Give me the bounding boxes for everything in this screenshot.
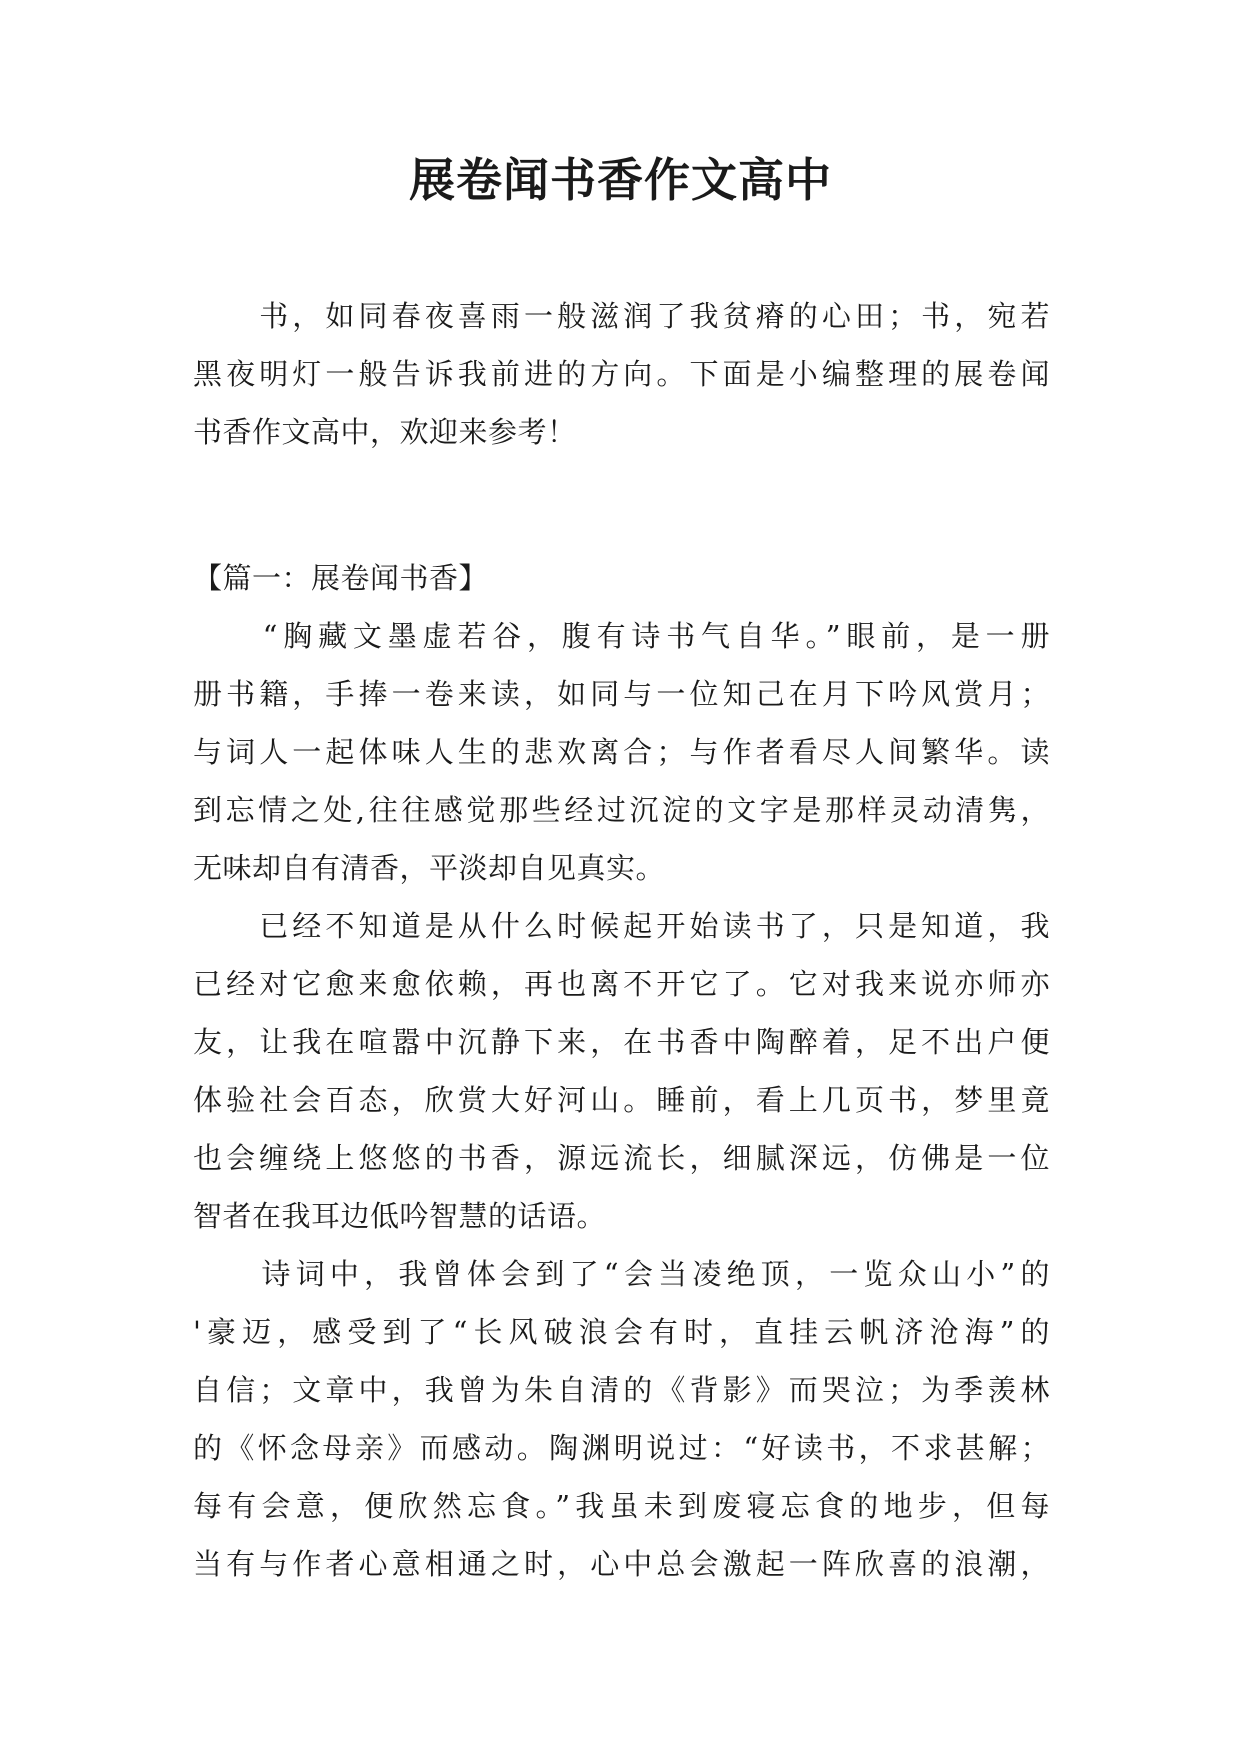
paragraph-line: “胸藏文墨虚若谷，腹有诗书气自华。”眼前，是一册 — [193, 619, 1050, 653]
paragraph-line: 已经不知道是从什么时候起开始读书了，只是知道，我 — [193, 909, 1050, 943]
paragraph-line: 无味却自有清香，平淡却自见真实。 — [193, 851, 666, 885]
paragraph-line: 诗词中，我曾体会到了“会当凌绝顶，一览众山小”的 — [193, 1257, 1050, 1291]
paragraph-3 — [193, 1245, 1050, 1593]
paragraph-line: 当有与作者心意相通之时，心中总会激起一阵欣喜的浪潮， — [193, 1547, 1050, 1581]
section-spacer — [193, 461, 1050, 549]
document-title: 展卷闻书香作文高中 — [409, 153, 832, 207]
paragraph-line: 自信；文章中，我曾为朱自清的《背影》而哭泣；为季羡林 — [193, 1373, 1050, 1407]
section-heading: 【篇一：展卷闻书香】 — [193, 561, 489, 595]
paragraph-line: 也会缠绕上悠悠的书香，源远流长，细腻深远，仿佛是一位 — [193, 1141, 1050, 1175]
paragraph-line: 智者在我耳边低吟智慧的话语。 — [193, 1199, 607, 1233]
document-body — [193, 287, 1050, 1593]
paragraph-line: '豪迈，感受到了“长风破浪会有时，直挂云帆济沧海”的 — [193, 1315, 1050, 1349]
paragraph-line: 已经对它愈来愈依赖，再也离不开它了。它对我来说亦师亦 — [193, 967, 1050, 1001]
intro-line: 书香作文高中，欢迎来参考！ — [193, 415, 577, 449]
paragraph-1 — [193, 607, 1050, 897]
paragraph-line: 的《怀念母亲》而感动。陶渊明说过：“好读书，不求甚解； — [193, 1431, 1050, 1465]
paragraph-line: 友，让我在喧嚣中沉静下来，在书香中陶醉着，足不出户便 — [193, 1025, 1050, 1059]
paragraph-line: 到忘情之处,往往感觉那些经过沉淀的文字是那样灵动清隽， — [193, 793, 1050, 827]
intro-line: 书，如同春夜喜雨一般滋润了我贫瘠的心田；书，宛若 — [193, 299, 1050, 333]
paragraph-2 — [193, 897, 1050, 1245]
paragraph-line: 与词人一起体味人生的悲欢离合；与作者看尽人间繁华。读 — [193, 735, 1050, 769]
paragraph-line: 每有会意，便欣然忘食。”我虽未到废寝忘食的地步，但每 — [193, 1489, 1050, 1523]
intro-paragraph — [193, 287, 1050, 461]
paragraph-line: 体验社会百态，欣赏大好河山。睡前，看上几页书，梦里竟 — [193, 1083, 1050, 1117]
intro-line: 黑夜明灯一般告诉我前进的方向。下面是小编整理的展卷闻 — [193, 357, 1050, 391]
paragraph-line: 册书籍，手捧一卷来读，如同与一位知己在月下吟风赏月； — [193, 677, 1050, 711]
